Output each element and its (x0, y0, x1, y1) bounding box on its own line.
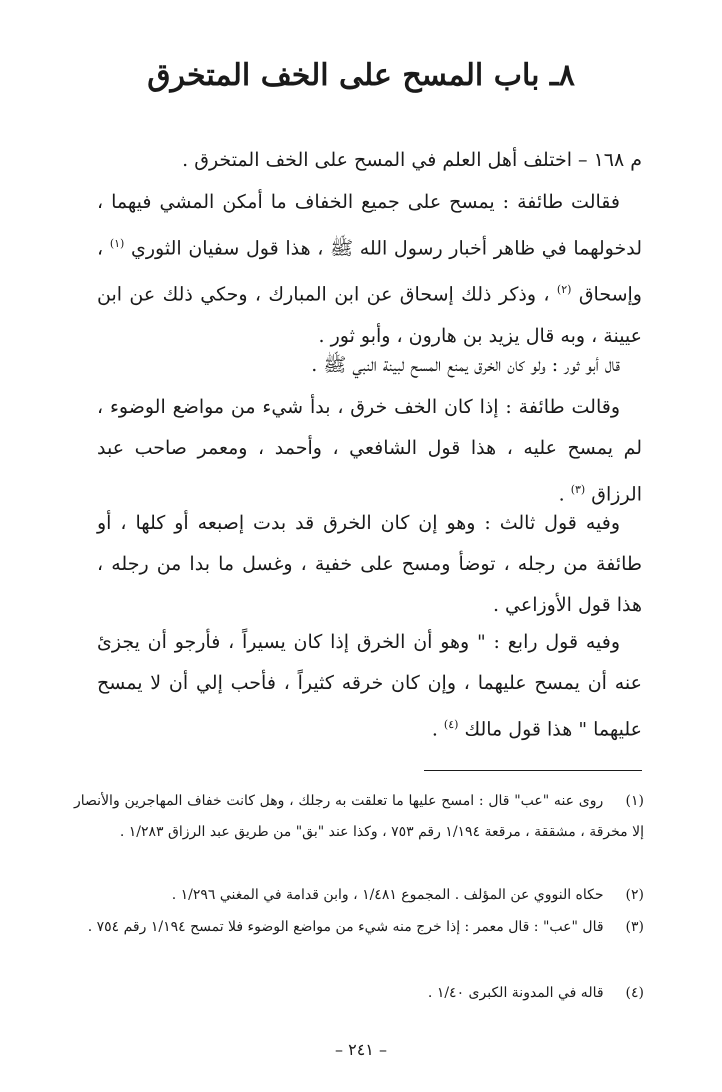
footnote-text: قاله في المدونة الكبرى ١/٤٠ . (427, 985, 604, 1001)
footnote-2 (74, 880, 644, 911)
chapter-title: ٨ـ باب المسح على الخف المتخرق (147, 58, 575, 93)
footnote-text: حكاه النووي عن المؤلف . المجموع ١/٤٨١ ، وابن قدامة في المغني ١/٢٩٦ . (171, 887, 604, 903)
footnote-number: (٤) (625, 985, 644, 1001)
paragraph-text: . (558, 483, 565, 506)
footnote-text: قال "عب" : قال معمر : إذا خرج منه شيء من مواضع الوضوء فلا تمسح ١/١٩٤ رقم ٧٥٤ . (87, 919, 604, 935)
paragraph-issue (97, 140, 642, 181)
paragraph-abu-thawr (97, 345, 642, 386)
paragraph-fourth-opinion (97, 622, 642, 750)
paragraph-text: وفيه قول ثالث : وهو إن كان الخرق قد بدت إصبعه أو كلها ، أو طائفة من رجله ، توضأ ومسح على خفية ، وغسل ما بدا من رجله ، هذا قول الأوزاعي . (97, 512, 642, 616)
paragraph-text: وقالت طائفة : إذا كان الخف خرق ، بدأ شيء من مواضع الوضوء ، لم يمسح عليه ، هذا قول الشافعي ، وأحمد ، ومعمر صاحب عبد الرزاق (97, 396, 642, 506)
paragraph-text: فقالت طائفة : يمسح على جميع الخفاف ما أمكن المشي فيهما ، لدخولهما في ظاهر أخبار رسول الله ﷺ ، هذا قول سفيان الثوري (97, 191, 642, 260)
footnote-ref[interactable]: (٣) (570, 483, 586, 496)
footnote-text: روى عنه "عب" قال : امسح عليها ما تعلقت به رجلك ، وهل كانت خفاف المهاجرين والأنصار إلا مخرقة ، مشققة ، مرقعة ١/١٩٤ رقم ٧٥٣ ، وكذا عند "بق" من طريق عبد الرزاق ١/٢٨٣ . (74, 793, 644, 840)
footnote-ref[interactable]: (٤) (443, 718, 459, 731)
paragraph-text: م ١٦٨ – اختلف أهل العلم في المسح على الخف المتخرق . (182, 149, 642, 171)
footnote-1 (74, 786, 644, 848)
footnote-number: (٢) (625, 887, 644, 903)
paragraph-text: وفيه قول رابع : " وهو أن الخرق إذا كان يسيراً ، فأرجو أن يجزئ عنه أن يمسح عليهما ، وإن كان خرقه كثيراً ، فأحب إلي أن لا يمسح عليهما " هذا قول مالك (97, 631, 642, 741)
footnote-number: (١) (625, 793, 644, 809)
footnote-3 (74, 912, 644, 943)
footnote-ref[interactable]: (١) (109, 237, 125, 250)
footnote-divider (424, 770, 642, 771)
footnote-ref[interactable]: (٢) (556, 283, 572, 297)
paragraph-first-opinion (97, 182, 642, 357)
paragraph-text: ، وإسحاق (97, 237, 642, 306)
paragraph-text: ، وذكر ذلك إسحاق عن ابن المبارك ، وحكي ذلك عن ابن عيينة ، وبه قال يزيد بن هارون ، وأبو ثور . (97, 283, 642, 347)
paragraph-second-opinion (97, 387, 642, 515)
page-number: – ٢٤١ – (335, 1040, 387, 1059)
footnote-4 (74, 978, 644, 1009)
paragraph-text: . (431, 718, 438, 741)
paragraph-text: قال أبو ثور : ولو كان الخرق يمنع المسح لبينة النبي ﷺ . (311, 354, 620, 376)
paragraph-third-opinion (97, 503, 642, 626)
footnote-number: (٣) (625, 919, 644, 935)
